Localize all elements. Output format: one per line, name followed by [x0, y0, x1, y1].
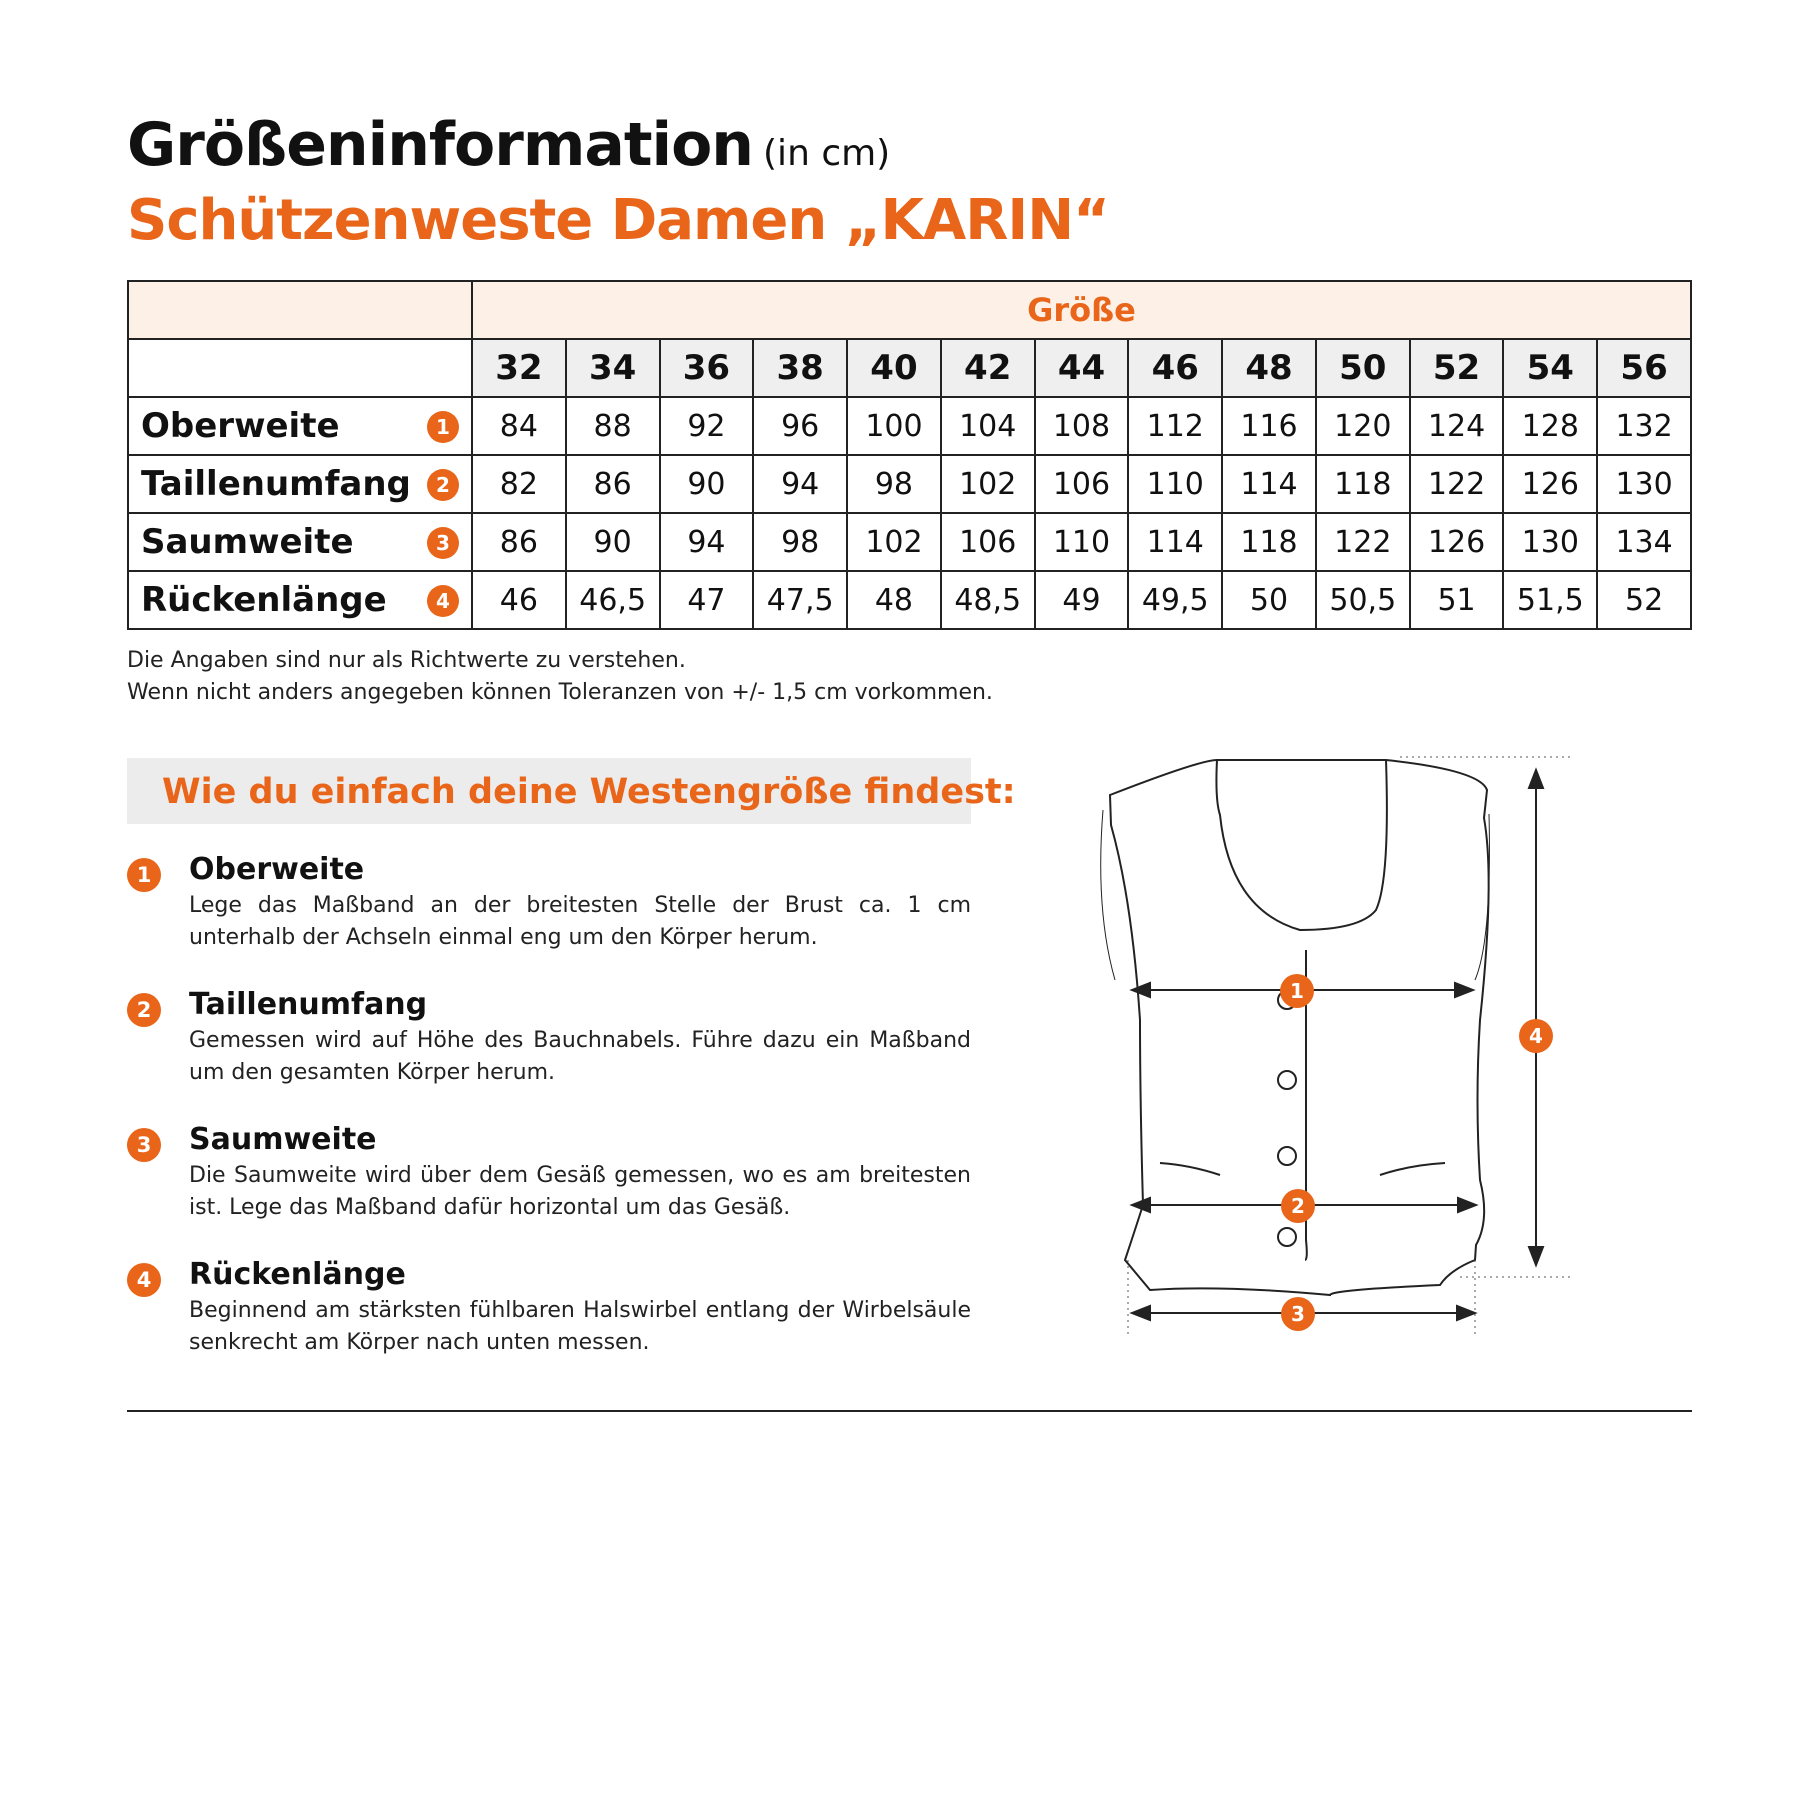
measure-arrows: [1132, 770, 1543, 1320]
value-cell: 110: [1035, 513, 1129, 571]
table-row: [128, 571, 1691, 629]
value-cell: 134: [1597, 513, 1691, 571]
row-label-cell: [128, 455, 472, 513]
value-cell: 49,5: [1128, 571, 1222, 629]
size-number-row: [128, 339, 1691, 397]
size-header-cell: 34: [566, 339, 660, 397]
step-badge: 1: [127, 858, 161, 892]
value-cell: 114: [1222, 455, 1316, 513]
value-cell: 124: [1410, 397, 1504, 455]
table-row: [128, 397, 1691, 455]
step-title: Oberweite: [189, 852, 365, 887]
title-unit: (in cm): [763, 133, 891, 174]
size-header-cell: 50: [1316, 339, 1410, 397]
value-cell: 130: [1597, 455, 1691, 513]
step-title: Taillenumfang: [189, 987, 428, 1022]
value-cell: 51: [1410, 571, 1504, 629]
row-label-cell: [128, 513, 472, 571]
value-cell: 98: [753, 513, 847, 571]
size-header-cell: 44: [1035, 339, 1129, 397]
title-row: [127, 110, 890, 180]
value-cell: 47: [660, 571, 754, 629]
row-label-cell: [128, 397, 472, 455]
value-cell: 49: [1035, 571, 1129, 629]
value-cell: 50: [1222, 571, 1316, 629]
step-badge: 3: [127, 1128, 161, 1162]
diagram-badge-4: 4: [1529, 1024, 1543, 1048]
value-cell: 112: [1128, 397, 1222, 455]
step-text: Die Saumweite wird über dem Gesäß gemessen, wo es am breitesten ist. Lege das Maßband dafür horizontal um das Gesäß.: [189, 1163, 971, 1220]
row-label-cell: [128, 571, 472, 629]
value-cell: 94: [753, 455, 847, 513]
value-cell: 51,5: [1503, 571, 1597, 629]
value-cell: 50,5: [1316, 571, 1410, 629]
how-to-title: Wie du einfach deine Westengröße findest:: [162, 772, 1016, 812]
diagram-badges: [1280, 974, 1553, 1331]
value-cell: 46: [472, 571, 566, 629]
diagram-badge-1: 1: [1290, 979, 1304, 1003]
row-label: Saumweite: [141, 522, 354, 562]
value-cell: 96: [753, 397, 847, 455]
value-cell: 110: [1128, 455, 1222, 513]
vest-measurement-diagram: [1080, 740, 1580, 1340]
value-cell: 132: [1597, 397, 1691, 455]
row-badge: 3: [427, 527, 459, 559]
value-cell: 92: [660, 397, 754, 455]
value-cell: 104: [941, 397, 1035, 455]
row-badge: 4: [427, 585, 459, 617]
size-header-cell: 56: [1597, 339, 1691, 397]
value-cell: 126: [1410, 513, 1504, 571]
value-cell: 122: [1316, 513, 1410, 571]
row-label: Rückenlänge: [141, 580, 387, 620]
value-cell: 82: [472, 455, 566, 513]
value-cell: 52: [1597, 571, 1691, 629]
page-subtitle: Schützenweste Damen „KARIN“: [127, 188, 1109, 253]
value-cell: 86: [566, 455, 660, 513]
value-cell: 86: [472, 513, 566, 571]
size-header-cell: 46: [1128, 339, 1222, 397]
value-cell: 106: [941, 513, 1035, 571]
how-to-banner: [127, 758, 1016, 824]
step-badge: 2: [127, 993, 161, 1027]
size-header-cell: 38: [753, 339, 847, 397]
size-group-header: Größe: [472, 281, 1691, 339]
size-header-cell: 36: [660, 339, 754, 397]
size-header-cell: 52: [1410, 339, 1504, 397]
value-cell: 130: [1503, 513, 1597, 571]
value-cell: 90: [660, 455, 754, 513]
value-cell: 48: [847, 571, 941, 629]
size-corner-cell: [128, 339, 472, 397]
measurement-rows: [128, 397, 1691, 629]
value-cell: 118: [1316, 455, 1410, 513]
size-header-cell: 48: [1222, 339, 1316, 397]
note-line: Wenn nicht anders angegeben können Toleranzen von +/- 1,5 cm vorkommen.: [127, 680, 993, 705]
value-cell: 102: [941, 455, 1035, 513]
step-text: Lege das Maßband an der breitesten Stelle der Brust ca. 1 cm unterhalb der Achseln einmal eng um den Körper herum.: [189, 893, 971, 950]
value-cell: 90: [566, 513, 660, 571]
value-cell: 118: [1222, 513, 1316, 571]
size-header-cell: 32: [472, 339, 566, 397]
value-cell: 100: [847, 397, 941, 455]
size-group-header-row: [128, 281, 1691, 339]
bottom-divider: [127, 1410, 1692, 1412]
step-text: Gemessen wird auf Höhe des Bauchnabels. Führe dazu ein Maßband um den gesamten Körper herum.: [189, 1028, 971, 1085]
size-header-cell: 42: [941, 339, 1035, 397]
row-badge: 2: [427, 469, 459, 501]
size-header-cell: 40: [847, 339, 941, 397]
table-row: [128, 455, 1691, 513]
header-corner-cell: [128, 281, 472, 339]
value-cell: 46,5: [566, 571, 660, 629]
step-title: Rückenlänge: [189, 1257, 406, 1292]
value-cell: 120: [1316, 397, 1410, 455]
value-cell: 122: [1410, 455, 1504, 513]
guide-lines: [1128, 757, 1570, 1335]
value-cell: 116: [1222, 397, 1316, 455]
page-title: Größeninformation: [127, 110, 754, 180]
step-badge: 4: [127, 1263, 161, 1297]
table-row: [128, 513, 1691, 571]
step-text: Beginnend am stärksten fühlbaren Halswirbel entlang der Wirbelsäule senkrecht am Körper nach unten messen.: [189, 1298, 971, 1355]
value-cell: 47,5: [753, 571, 847, 629]
step-title: Saumweite: [189, 1122, 377, 1157]
value-cell: 108: [1035, 397, 1129, 455]
value-cell: 94: [660, 513, 754, 571]
value-cell: 88: [566, 397, 660, 455]
row-label: Taillenumfang: [141, 464, 411, 504]
row-label: Oberweite: [141, 406, 340, 446]
diagram-badge-2: 2: [1291, 1194, 1305, 1218]
size-table: [127, 280, 1692, 630]
diagram-badge-3: 3: [1291, 1302, 1305, 1326]
value-cell: 102: [847, 513, 941, 571]
note-line: Die Angaben sind nur als Richtwerte zu verstehen.: [127, 648, 686, 673]
row-badge: 1: [427, 411, 459, 443]
value-cell: 128: [1503, 397, 1597, 455]
value-cell: 126: [1503, 455, 1597, 513]
value-cell: 114: [1128, 513, 1222, 571]
value-cell: 84: [472, 397, 566, 455]
value-cell: 98: [847, 455, 941, 513]
value-cell: 106: [1035, 455, 1129, 513]
value-cell: 48,5: [941, 571, 1035, 629]
size-header-cell: 54: [1503, 339, 1597, 397]
